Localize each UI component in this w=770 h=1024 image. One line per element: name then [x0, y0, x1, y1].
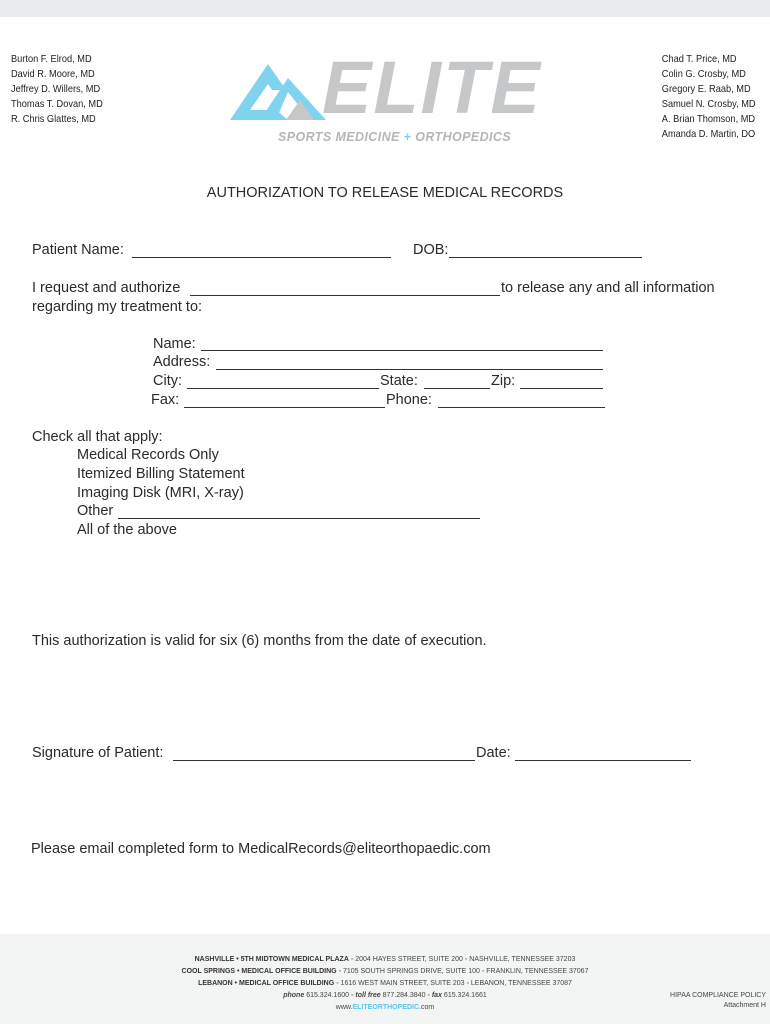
validity-statement: This authorization is valid for six (6) months from the date of execution.	[32, 633, 487, 649]
dob-label: DOB:	[413, 242, 449, 258]
footer-tollfree: 877.284.3840	[382, 992, 426, 999]
recipient-phone-field[interactable]	[438, 407, 605, 408]
footer-web-prefix: www.	[335, 1004, 353, 1011]
logo-tag-right: ORTHOPEDICS	[415, 130, 512, 144]
option-itemized-billing[interactable]: Itemized Billing Statement	[77, 466, 245, 482]
doctor-name: Gregory E. Raab, MD	[662, 83, 752, 95]
footer-loc-city: LEBANON, TENNESSEE 37087	[470, 980, 572, 987]
form-title: AUTHORIZATION TO RELEASE MEDICAL RECORDS	[206, 185, 564, 201]
footer-loc-address: 2004 HAYES STREET, SUITE 200	[355, 956, 463, 963]
footer-loc-name: NASHVILLE • 5TH MIDTOWN MEDICAL PLAZA	[194, 956, 349, 963]
authorized-party-field[interactable]	[190, 295, 500, 296]
doctor-name: Samuel N. Crosby, MD	[662, 98, 756, 110]
footer-loc-address: 1616 WEST MAIN STREET, SUITE 203	[340, 980, 465, 987]
signature-field[interactable]	[173, 760, 475, 761]
footer-phone: 615.324.1600	[306, 992, 350, 999]
recipient-state-label: State:	[380, 373, 418, 389]
doctor-name: Chad T. Price, MD	[662, 53, 737, 65]
recipient-zip-label: Zip:	[491, 373, 516, 389]
footer-loc-city: FRANKLIN, TENNESSEE 37067	[486, 968, 589, 975]
recipient-city-field[interactable]	[187, 388, 379, 389]
other-field[interactable]	[118, 518, 480, 519]
top-bar	[0, 0, 770, 17]
doctor-name: David R. Moore, MD	[11, 68, 95, 80]
footer-website[interactable]	[0, 1004, 770, 1011]
signature-label: Signature of Patient:	[32, 745, 164, 761]
footer-tollfree-label: toll free	[355, 992, 381, 999]
doctor-name: Amanda D. Martin, DO	[662, 128, 756, 140]
footer-loc-city: NASHVILLE, TENNESSEE 37203	[469, 956, 576, 963]
patient-name-field[interactable]	[132, 257, 391, 258]
recipient-name-field[interactable]	[201, 350, 603, 351]
request-suffix: to release any and all information	[501, 280, 715, 296]
doctor-name: Burton F. Elrod, MD	[11, 53, 92, 65]
patient-name-label: Patient Name:	[32, 242, 124, 258]
doctor-name: Thomas T. Dovan, MD	[11, 98, 103, 110]
footer-location-lebanon: LEBANON • MEDICAL OFFICE BUILDING ◦ 1616 WEST MAIN STREET, SUITE 203 ◦ LEBANON, TENNESSEE 37087	[198, 980, 572, 987]
attachment-label: Attachment H	[723, 1002, 766, 1009]
recipient-zip-field[interactable]	[520, 388, 603, 389]
mountain-mark-icon	[226, 58, 336, 138]
footer-fax: 615.324.1661	[443, 992, 487, 999]
recipient-name-label: Name:	[153, 336, 196, 352]
email-note: Please email completed form to MedicalRecords@eliteorthopaedic.com	[31, 841, 491, 857]
recipient-city-label: City:	[153, 373, 182, 389]
recipient-state-field[interactable]	[424, 388, 490, 389]
recipient-address-label: Address:	[153, 354, 211, 370]
footer-contact: phone 615.324.1600 ◦ toll free 877.284.3840 ◦ fax 615.324.1661	[283, 992, 487, 999]
footer-fax-label: fax	[431, 992, 442, 999]
footer-phone-label: phone	[283, 992, 305, 999]
doctor-name: R. Chris Glattes, MD	[11, 113, 96, 125]
recipient-address-field[interactable]	[216, 369, 603, 370]
logo-tagline	[278, 130, 511, 144]
recipient-phone-label: Phone:	[386, 392, 432, 408]
request-line-2: regarding my treatment to:	[32, 299, 203, 315]
footer-location-nashville: NASHVILLE • 5TH MIDTOWN MEDICAL PLAZA ◦ 2004 HAYES STREET, SUITE 200 ◦ NASHVILLE, TENNESSEE 37203	[194, 956, 576, 963]
doctor-name: Jeffrey D. Willers, MD	[11, 83, 101, 95]
hipaa-policy-label: HIPAA COMPLIANCE POLICY	[670, 992, 766, 999]
logo-wordmark: ELITE	[322, 46, 542, 129]
request-prefix: I request and authorize	[32, 280, 181, 296]
option-medical-records[interactable]: Medical Records Only	[77, 447, 219, 463]
doctor-name: Colin G. Crosby, MD	[662, 68, 747, 80]
option-imaging-disk[interactable]: Imaging Disk (MRI, X-ray)	[77, 485, 244, 501]
footer-loc-name: COOL SPRINGS • MEDICAL OFFICE BUILDING	[181, 968, 337, 975]
option-other[interactable]: Other	[77, 503, 114, 519]
logo-tag-left: SPORTS MEDICINE	[278, 130, 400, 144]
doctor-name: A. Brian Thomson, MD	[662, 113, 756, 125]
footer-web-suffix: .com	[419, 1004, 435, 1011]
recipient-fax-field[interactable]	[184, 407, 385, 408]
option-all[interactable]: All of the above	[77, 522, 177, 538]
footer-location-cool-springs: COOL SPRINGS • MEDICAL OFFICE BUILDING ◦ 7105 SOUTH SPRINGS DRIVE, SUITE 100 ◦ FRANKLIN, TENNESSEE 37067	[181, 968, 589, 975]
elite-logo	[226, 46, 542, 152]
page-footer	[0, 934, 770, 1024]
recipient-fax-label: Fax:	[151, 392, 180, 408]
footer-loc-name: LEBANON • MEDICAL OFFICE BUILDING	[198, 980, 335, 987]
footer-web-name: ELITEORTHOPEDIC	[352, 1004, 420, 1011]
footer-loc-address: 7105 SOUTH SPRINGS DRIVE, SUITE 100	[342, 968, 480, 975]
dob-field[interactable]	[449, 257, 642, 258]
logo-tag-plus: +	[403, 130, 412, 144]
doctors-list-left	[11, 52, 103, 127]
check-heading: Check all that apply:	[32, 429, 163, 445]
doctors-list-right	[662, 52, 756, 142]
date-label: Date:	[476, 745, 511, 761]
date-field[interactable]	[515, 760, 691, 761]
